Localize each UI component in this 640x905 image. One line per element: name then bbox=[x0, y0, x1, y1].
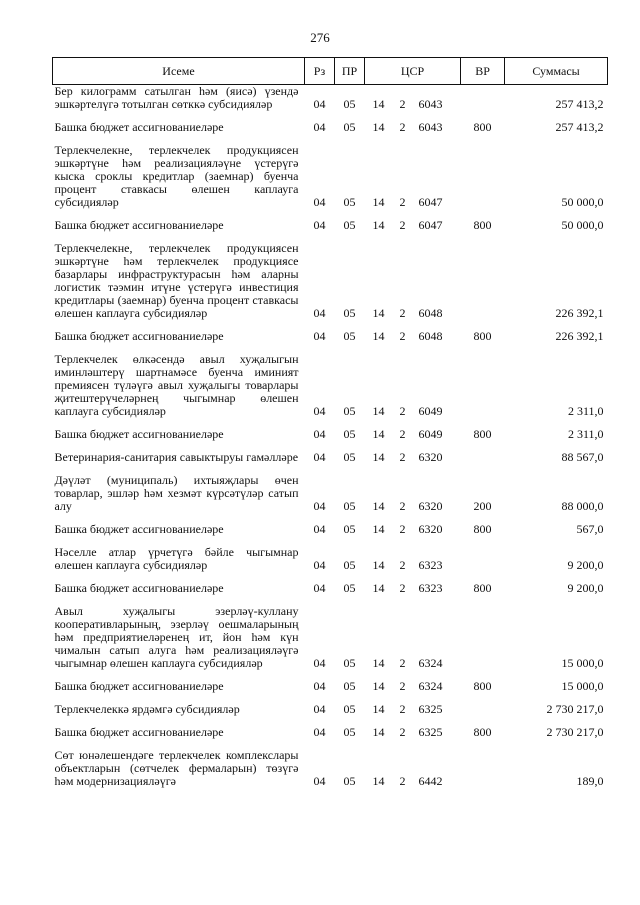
row-pr-cell: 05 bbox=[343, 120, 356, 134]
header-name: Исеме bbox=[53, 58, 305, 85]
row-rz-cell: 04 bbox=[313, 725, 326, 739]
row-sum-cell: 2 730 217,0 bbox=[546, 702, 604, 716]
row-csr-part2-cell: 2 bbox=[399, 702, 406, 716]
row-csr-part2-cell: 2 bbox=[399, 558, 406, 572]
row-pr-cell: 05 bbox=[343, 702, 356, 716]
row-pr-cell: 05 bbox=[343, 581, 356, 595]
table-row bbox=[53, 346, 608, 421]
table-row bbox=[53, 212, 608, 235]
header-rz: Рз bbox=[305, 58, 335, 85]
row-sum-cell: 88 567,0 bbox=[561, 450, 604, 464]
row-rz-cell: 04 bbox=[313, 195, 326, 209]
row-rz-cell: 04 bbox=[313, 450, 326, 464]
row-csr-part3-cell: 6048 bbox=[418, 329, 443, 343]
row-pr-cell: 05 bbox=[343, 450, 356, 464]
row-csr-part3-cell: 6049 bbox=[418, 427, 443, 441]
row-csr-part1-cell: 14 bbox=[372, 195, 385, 209]
row-csr-part2-cell: 2 bbox=[399, 656, 406, 670]
row-csr-part2-cell: 2 bbox=[399, 195, 406, 209]
row-csr-part1-cell: 14 bbox=[372, 522, 385, 536]
row-csr-part3-cell: 6320 bbox=[418, 450, 443, 464]
row-name-cell: Авыл хуҗалыгы эзерләү-куллану кооперативларының, эзерләү оешмаларының һәм предприятиеләренең ит, йон һәм күн чималын сатып алуга һәм реализацияләүгә чыгымнар өлешен каплауга субсидияләр bbox=[54, 604, 299, 670]
row-csr-part3-cell: 6320 bbox=[418, 522, 443, 536]
table-row bbox=[53, 85, 608, 115]
row-vr-cell bbox=[461, 742, 505, 791]
row-csr-part1-cell: 14 bbox=[372, 656, 385, 670]
row-sum-cell: 9 200,0 bbox=[567, 581, 604, 595]
row-pr-cell: 05 bbox=[343, 774, 356, 788]
row-csr-part2-cell: 2 bbox=[399, 427, 406, 441]
row-csr-part2-cell: 2 bbox=[399, 522, 406, 536]
row-sum-cell: 257 413,2 bbox=[555, 120, 604, 134]
row-csr-part3-cell: 6325 bbox=[418, 725, 443, 739]
row-csr-part3-cell: 6043 bbox=[418, 97, 443, 111]
row-csr-part3-cell: 6442 bbox=[418, 774, 443, 788]
row-csr-part1-cell: 14 bbox=[372, 120, 385, 134]
row-csr-part3-cell: 6047 bbox=[418, 218, 443, 232]
row-name-cell: Нәселле атлар үрчетүгә бәйле чыгымнар өлешен каплауга субсидияләр bbox=[54, 545, 299, 572]
row-sum-cell: 15 000,0 bbox=[561, 656, 604, 670]
row-name-cell: Башка бюджет ассигнованиеләре bbox=[54, 427, 224, 441]
row-vr-cell: 800 bbox=[473, 120, 492, 134]
row-rz-cell: 04 bbox=[313, 702, 326, 716]
row-sum-cell: 50 000,0 bbox=[561, 218, 604, 232]
row-csr-part3-cell: 6324 bbox=[418, 679, 443, 693]
row-csr-part3-cell: 6049 bbox=[418, 404, 443, 418]
row-csr-part1-cell: 14 bbox=[372, 581, 385, 595]
row-pr-cell: 05 bbox=[343, 499, 356, 513]
row-rz-cell: 04 bbox=[313, 581, 326, 595]
row-vr-cell: 800 bbox=[473, 427, 492, 441]
row-pr-cell: 05 bbox=[343, 679, 356, 693]
row-name-cell: Терлекчелекне, терлекчелек продукциясен эшкәртүне һәм терлекчелек продукциясе базарлары инфраструктурасын һәм аларны логистик тәэмин итүне үстерүгә инвестиция кредитлары (заемнар) буенча процент ставкасы өлешен каплауга субсидияләр bbox=[54, 241, 299, 320]
row-csr-part2-cell: 2 bbox=[399, 120, 406, 134]
row-csr-part1-cell: 14 bbox=[372, 450, 385, 464]
row-pr-cell: 05 bbox=[343, 656, 356, 670]
row-csr-part2-cell: 2 bbox=[399, 450, 406, 464]
row-rz-cell: 04 bbox=[313, 120, 326, 134]
row-rz-cell: 04 bbox=[313, 218, 326, 232]
row-csr-part1-cell: 14 bbox=[372, 679, 385, 693]
row-csr-part3-cell: 6047 bbox=[418, 195, 443, 209]
row-vr-cell bbox=[461, 235, 505, 323]
row-vr-cell: 800 bbox=[473, 218, 492, 232]
row-csr-part2-cell: 2 bbox=[399, 774, 406, 788]
row-csr-part2-cell: 2 bbox=[399, 581, 406, 595]
row-csr-part2-cell: 2 bbox=[399, 404, 406, 418]
row-rz-cell: 04 bbox=[313, 656, 326, 670]
table-row bbox=[53, 742, 608, 791]
row-sum-cell: 567,0 bbox=[576, 522, 604, 536]
row-sum-cell: 2 311,0 bbox=[567, 427, 604, 441]
header-vr: ВР bbox=[461, 58, 505, 85]
row-rz-cell: 04 bbox=[313, 499, 326, 513]
row-sum-cell: 2 311,0 bbox=[567, 404, 604, 418]
row-vr-cell bbox=[461, 539, 505, 575]
row-pr-cell: 05 bbox=[343, 725, 356, 739]
row-name-cell: Башка бюджет ассигнованиеләре bbox=[54, 679, 224, 693]
row-csr-part1-cell: 14 bbox=[372, 329, 385, 343]
table-row bbox=[53, 516, 608, 539]
row-pr-cell: 05 bbox=[343, 522, 356, 536]
table-row bbox=[53, 235, 608, 323]
row-sum-cell: 189,0 bbox=[576, 774, 604, 788]
row-pr-cell: 05 bbox=[343, 404, 356, 418]
row-name-cell: Башка бюджет ассигнованиеләре bbox=[54, 581, 224, 595]
row-rz-cell: 04 bbox=[313, 306, 326, 320]
row-csr-part1-cell: 14 bbox=[372, 404, 385, 418]
row-vr-cell: 800 bbox=[473, 581, 492, 595]
row-sum-cell: 257 413,2 bbox=[555, 97, 604, 111]
row-sum-cell: 226 392,1 bbox=[555, 306, 604, 320]
row-vr-cell bbox=[461, 85, 505, 115]
budget-table bbox=[52, 57, 608, 791]
row-csr-part1-cell: 14 bbox=[372, 725, 385, 739]
row-csr-part2-cell: 2 bbox=[399, 218, 406, 232]
row-csr-part1-cell: 14 bbox=[372, 306, 385, 320]
row-csr-part3-cell: 6043 bbox=[418, 120, 443, 134]
table-row bbox=[53, 539, 608, 575]
row-pr-cell: 05 bbox=[343, 558, 356, 572]
row-name-cell: Ветеринария-санитария савыктыруы гамәлләре bbox=[54, 450, 299, 464]
row-sum-cell: 15 000,0 bbox=[561, 679, 604, 693]
row-csr-part1-cell: 14 bbox=[372, 774, 385, 788]
row-vr-cell: 200 bbox=[473, 499, 492, 513]
row-vr-cell bbox=[461, 346, 505, 421]
table-row bbox=[53, 114, 608, 137]
table-row bbox=[53, 575, 608, 598]
row-vr-cell bbox=[461, 444, 505, 467]
row-rz-cell: 04 bbox=[313, 404, 326, 418]
row-sum-cell: 2 730 217,0 bbox=[546, 725, 604, 739]
row-vr-cell bbox=[461, 137, 505, 212]
table-row bbox=[53, 467, 608, 516]
row-name-cell: Башка бюджет ассигнованиеләре bbox=[54, 725, 224, 739]
row-csr-part2-cell: 2 bbox=[399, 499, 406, 513]
row-sum-cell: 9 200,0 bbox=[567, 558, 604, 572]
row-rz-cell: 04 bbox=[313, 558, 326, 572]
table-header-row bbox=[53, 58, 608, 85]
row-csr-part2-cell: 2 bbox=[399, 329, 406, 343]
page-number: 276 bbox=[310, 30, 330, 45]
table-body bbox=[53, 85, 608, 792]
row-name-cell: Башка бюджет ассигнованиеләре bbox=[54, 218, 224, 232]
row-name-cell: Башка бюджет ассигнованиеләре bbox=[54, 522, 224, 536]
row-csr-part2-cell: 2 bbox=[399, 679, 406, 693]
row-rz-cell: 04 bbox=[313, 427, 326, 441]
row-csr-part3-cell: 6048 bbox=[418, 306, 443, 320]
row-vr-cell: 800 bbox=[473, 329, 492, 343]
row-csr-part2-cell: 2 bbox=[399, 306, 406, 320]
table-row bbox=[53, 323, 608, 346]
row-rz-cell: 04 bbox=[313, 679, 326, 693]
row-name-cell: Терлекчелеккә ярдәмгә субсидияләр bbox=[54, 702, 240, 716]
row-pr-cell: 05 bbox=[343, 195, 356, 209]
row-pr-cell: 05 bbox=[343, 306, 356, 320]
row-vr-cell: 800 bbox=[473, 725, 492, 739]
row-csr-part1-cell: 14 bbox=[372, 427, 385, 441]
row-csr-part2-cell: 2 bbox=[399, 97, 406, 111]
row-pr-cell: 05 bbox=[343, 97, 356, 111]
row-rz-cell: 04 bbox=[313, 97, 326, 111]
row-sum-cell: 88 000,0 bbox=[561, 499, 604, 513]
row-csr-part3-cell: 6325 bbox=[418, 702, 443, 716]
row-rz-cell: 04 bbox=[313, 774, 326, 788]
header-pr: ПР bbox=[335, 58, 365, 85]
row-csr-part1-cell: 14 bbox=[372, 702, 385, 716]
table-row bbox=[53, 137, 608, 212]
row-rz-cell: 04 bbox=[313, 329, 326, 343]
row-pr-cell: 05 bbox=[343, 329, 356, 343]
row-name-cell: Терлекчелек өлкәсендә авыл хуҗалыгын иминләштерү шартнамәсе буенча иминият премиясен түләүгә авыл хуҗалыгы товарлары җитештерүчеләрнең чыгымнар өлешен каплауга субсидияләр bbox=[54, 352, 299, 418]
row-csr-part2-cell: 2 bbox=[399, 725, 406, 739]
row-name-cell: Башка бюджет ассигнованиеләре bbox=[54, 120, 224, 134]
row-name-cell: Бер килограмм сатылган һәм (яисә) үзендә эшкәртелүгә тотылган сөтккә субсидияләр bbox=[54, 84, 299, 111]
table-row bbox=[53, 444, 608, 467]
row-csr-part1-cell: 14 bbox=[372, 558, 385, 572]
row-csr-part3-cell: 6324 bbox=[418, 656, 443, 670]
row-name-cell: Терлекчелекне, терлекчелек продукциясен эшкәртүне һәм реализацияләүне үстерүгә кыска сроклы кредитлар (заемнар) буенча процент ставкасы өлешен каплауга субсидияләр bbox=[54, 143, 299, 209]
table-row bbox=[53, 598, 608, 673]
row-vr-cell: 800 bbox=[473, 679, 492, 693]
row-rz-cell: 04 bbox=[313, 522, 326, 536]
row-vr-cell: 800 bbox=[473, 522, 492, 536]
row-name-cell: Сөт юнәлешендәге терлекчелек комплекслары объектларын (сөтчелек фермаларын) төзүгә һәм модернизацияләүгә bbox=[54, 748, 299, 788]
table-row bbox=[53, 719, 608, 742]
row-csr-part1-cell: 14 bbox=[372, 218, 385, 232]
row-csr-part3-cell: 6323 bbox=[418, 558, 443, 572]
row-sum-cell: 50 000,0 bbox=[561, 195, 604, 209]
row-vr-cell bbox=[461, 696, 505, 719]
row-vr-cell bbox=[461, 598, 505, 673]
table-row bbox=[53, 421, 608, 444]
row-csr-part3-cell: 6323 bbox=[418, 581, 443, 595]
header-sum: Суммасы bbox=[505, 58, 608, 85]
row-name-cell: Дәүләт (муниципаль) ихтыяҗлары өчен товарлар, эшләр һәм хезмәт күрсәтүләр сатып алу bbox=[54, 473, 299, 513]
row-csr-part1-cell: 14 bbox=[372, 97, 385, 111]
row-sum-cell: 226 392,1 bbox=[555, 329, 604, 343]
row-name-cell: Башка бюджет ассигнованиеләре bbox=[54, 329, 224, 343]
header-csr: ЦСР bbox=[365, 58, 461, 85]
table-row bbox=[53, 696, 608, 719]
row-pr-cell: 05 bbox=[343, 427, 356, 441]
row-csr-part3-cell: 6320 bbox=[418, 499, 443, 513]
row-pr-cell: 05 bbox=[343, 218, 356, 232]
row-csr-part1-cell: 14 bbox=[372, 499, 385, 513]
table-row bbox=[53, 673, 608, 696]
